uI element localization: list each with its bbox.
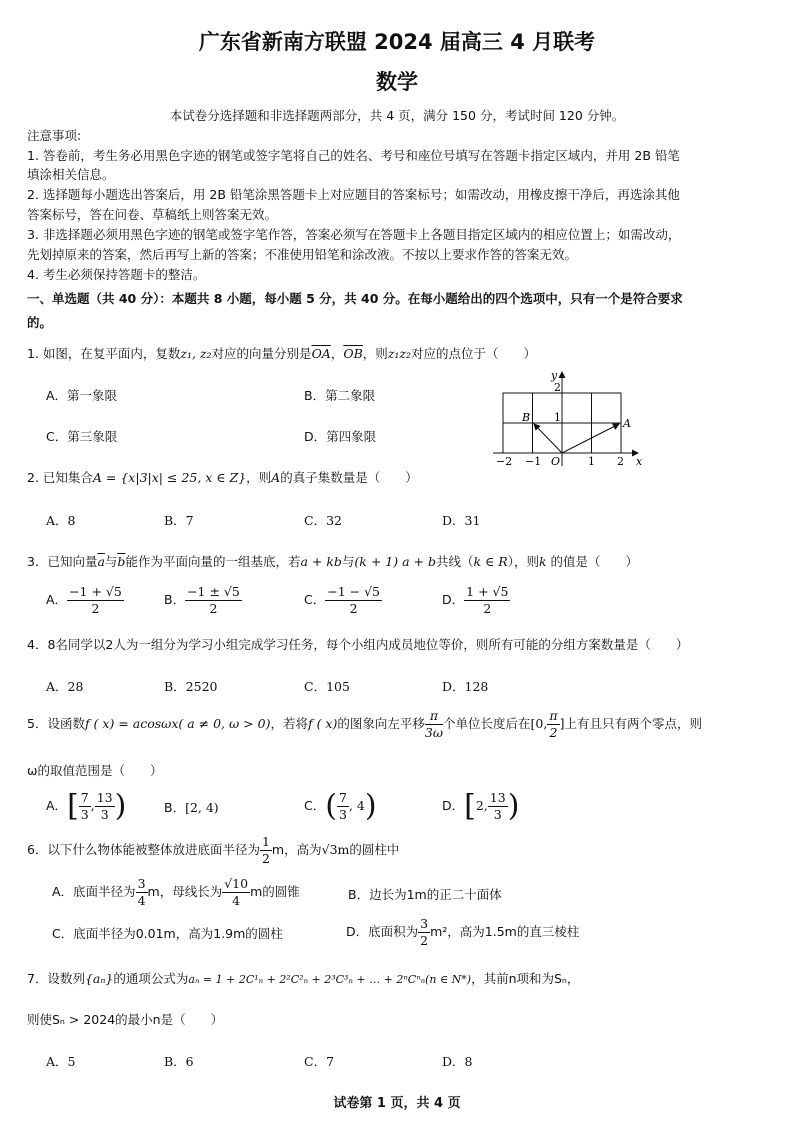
q6-option-a-c: m的圆锥	[250, 884, 300, 899]
q6-r-den: 2	[261, 851, 270, 866]
q1-var-z: z₁, z₂	[180, 346, 212, 361]
q1-stem	[27, 344, 536, 362]
q5-option-b[interactable]	[164, 798, 219, 816]
q6-option-a-d2: 4	[232, 893, 241, 908]
q5-option-c-lbracket: (	[325, 788, 337, 824]
q5-option-a-d1: 3	[80, 807, 89, 822]
subject-title: 数学	[376, 70, 418, 94]
q4-option-b[interactable]: B．2520	[164, 679, 218, 694]
q5-option-a-n1: 7	[80, 790, 89, 805]
q5-option-d-n: 13	[489, 790, 506, 805]
q1-sep: ，	[330, 346, 344, 361]
q3-expr1: a + kb	[300, 554, 342, 569]
q5-option-d-d: 3	[493, 807, 502, 822]
note-2a: 2. 选择题每小题选出答案后，用 2B 铅笔涂黑答题卡上对应题目的答案标号；如需改动，用橡皮擦干净后，再选涂其他	[27, 187, 680, 202]
section1-line2: 的。	[27, 315, 53, 330]
q3-option-d-num: 1 + √5	[466, 584, 509, 599]
q5-option-a-n2: 13	[96, 790, 113, 805]
q2-option-a[interactable]: A．8	[46, 513, 76, 528]
q5-option-a-d2: 3	[100, 807, 109, 822]
page-footer: 试卷第 1 页，共 4 页	[333, 1096, 461, 1111]
q7-option-c[interactable]: C．7	[304, 1054, 335, 1069]
q1-fig-xm1: −1	[525, 455, 542, 468]
section1-line1: 一、单选题（共 40 分）：本题共 8 小题，每小题 5 分，共 40 分。在每小题给出的四个选项中，只有一个是符合要求	[27, 291, 683, 306]
q7-option-d[interactable]: D．8	[442, 1054, 473, 1069]
note-2b: 答案标号，答在问卷、草稿纸上则答案无效。	[27, 207, 278, 222]
q6-option-d-d: 2	[420, 933, 429, 948]
q1-product: z₁z₂	[387, 346, 412, 361]
q6-option-d-b: m²，高为1.5m的直三棱柱	[430, 924, 580, 939]
q5-line2: ω的取值范围是（ ）	[27, 763, 163, 778]
q1-fig-x-label: x	[636, 455, 643, 468]
q2-stem-c: 的真子集数量是（ ）	[280, 470, 418, 485]
q6-stem-a: 6．以下什么物体能被整体放进底面半径为	[27, 842, 260, 857]
q1-fig-point-a: A	[623, 417, 631, 430]
q5-shift-num: π	[425, 708, 443, 725]
q6-option-a[interactable]	[52, 876, 300, 909]
q3-option-a[interactable]	[46, 584, 124, 617]
q5-option-a[interactable]	[46, 790, 126, 823]
q1-option-a[interactable]: A．第一象限	[46, 388, 118, 403]
q7-line2: 则使Sₙ > 2024的最小n是（ ）	[27, 1012, 224, 1027]
q5-option-a-comma: ,	[90, 798, 95, 813]
q3-stem-g: 的值是（ ）	[546, 554, 639, 569]
q2-option-b[interactable]: B．7	[164, 513, 194, 528]
q1-stem-a: 1. 如图，在复平面内，复数	[27, 346, 181, 361]
q7-formula: aₙ = 1 + 2C¹ₙ + 2²C²ₙ + 2³C³ₙ + … + 2ⁿCⁿₙ(n ∈ N*)	[188, 973, 472, 986]
q3-option-d-label: D．	[442, 592, 465, 607]
q5-stem-b: ，若将	[270, 716, 308, 731]
q2-set: A = {x|3|x| ≤ 25, x ∈ Z}	[92, 470, 247, 485]
q6-option-a-b: m，母线长为	[147, 884, 223, 899]
q1-fig-origin: O	[551, 455, 561, 468]
q3-option-c[interactable]	[304, 584, 382, 617]
q3-cond: k ∈ R	[473, 554, 508, 569]
q7-option-b[interactable]: B．6	[164, 1054, 194, 1069]
q4-option-c[interactable]: C．105	[304, 679, 350, 694]
q3-option-b[interactable]	[164, 584, 242, 617]
q4-option-a[interactable]: A．28	[46, 679, 84, 694]
q6-option-c[interactable]: C．底面半径为0.01m，高为1.9m的圆柱	[52, 926, 283, 941]
q6-option-a-a: A．底面半径为	[52, 884, 136, 899]
q6-option-a-d: 4	[137, 893, 146, 908]
q3-stem-c: 能作为平面向量的一组基底，若	[125, 554, 301, 569]
q6-option-d-a: D．底面积为	[346, 924, 419, 939]
q3-vec-b: $\overline{b}$	[117, 554, 126, 569]
q6-option-a-n: 3	[137, 876, 146, 891]
q5-stem-a: 5．设函数	[27, 716, 85, 731]
q5-option-c-rbracket: )	[364, 788, 377, 824]
q2-stem-b: ，则	[246, 470, 272, 485]
q3-stem	[27, 552, 638, 570]
q5-stem-d: 个单位长度后在	[443, 716, 531, 731]
q5-option-a-lbracket: [	[67, 788, 79, 824]
note-1a: 1. 答卷前，考生务必用黑色字迹的钢笔或签字笔将自己的姓名、考号和座位号填写在答题卡指定区域内，并用 2B 铅笔	[27, 148, 680, 163]
q5-stem-c: 的图象向左平移	[337, 716, 425, 731]
q1-option-c[interactable]: C．第三象限	[46, 429, 118, 444]
q5-option-c-d1: 3	[338, 807, 347, 822]
note-3a: 3. 非选择题必须用黑色字迹的钢笔或签字笔作答，答案必须写在答题卡上各题目指定区域内的相应位置上；如需改动，	[27, 227, 681, 242]
q1-vector-ob: $\overline{OB}$	[343, 346, 363, 361]
q5-option-d[interactable]	[442, 790, 519, 823]
q5-option-b-value: [2, 4)	[185, 800, 219, 815]
exam-info: 本试卷分选择题和非选择题两部分，共 4 页，满分 150 分，考试时间 120 分钟。	[169, 108, 625, 123]
q5-shift-den: 3ω	[424, 725, 444, 740]
q3-option-b-den: 2	[209, 601, 218, 616]
q5-option-d-lbracket: [	[464, 788, 476, 824]
q5-interval-a: [0,	[530, 716, 548, 731]
note-4: 4. 考生必须保持答题卡的整洁。	[27, 267, 206, 282]
q1-option-b[interactable]: B．第二象限	[304, 388, 376, 403]
q5-option-d-rbracket: )	[507, 788, 520, 824]
q5-option-c[interactable]	[304, 790, 377, 823]
q3-option-c-den: 2	[349, 601, 358, 616]
q5-stem	[27, 708, 702, 741]
q3-option-d[interactable]	[442, 584, 510, 617]
q6-height: √3m	[321, 842, 350, 857]
q3-stem-b: 与	[104, 554, 118, 569]
q2-var-a: A	[271, 470, 281, 485]
q3-option-b-label: B．	[164, 592, 186, 607]
q2-option-d[interactable]: D．31	[442, 513, 481, 528]
q5-interval-num: π	[549, 708, 558, 723]
exam-title: 广东省新南方联盟 2024 届高三 4 月联考	[198, 30, 596, 54]
q6-r-num: 1	[261, 834, 270, 849]
q1-complex-plane-figure	[488, 366, 648, 470]
q7-stem-c: ，其前n项和为Sₙ，	[471, 971, 580, 986]
q6-stem-b: m，高为	[271, 842, 322, 857]
q3-option-a-num: −1 + √5	[69, 584, 122, 599]
q1-fig-y-label: y	[551, 369, 558, 382]
q7-stem	[27, 969, 579, 987]
q1-stem-c: ，则	[362, 346, 388, 361]
q5-func: f ( x) = acosωx( a ≠ 0, ω > 0)	[84, 716, 271, 731]
q5-interval-den: 2	[549, 725, 558, 740]
q6-stem-c: 的圆柱中	[349, 842, 400, 857]
q1-vector-oa: $\overline{OA}$	[311, 346, 331, 361]
q7-stem-b: 的通项公式为	[113, 971, 189, 986]
q3-option-d-den: 2	[483, 601, 492, 616]
q3-stem-a: 3．已知向量	[27, 554, 98, 569]
q1-vector-ob-line	[534, 424, 562, 453]
q6-option-b[interactable]: B．边长为1m的正二十面体	[348, 887, 502, 902]
q5-option-d-a: 2,	[475, 798, 488, 813]
q6-stem	[27, 834, 399, 867]
q3-option-b-num: −1 ± √5	[187, 584, 240, 599]
q5-fx: f ( x)	[307, 716, 338, 731]
q3-vec-a: $\overline{a}$	[97, 554, 105, 569]
q3-option-c-label: C．	[304, 592, 326, 607]
q5-stem-e: ]上有且只有两个零点，则	[559, 716, 702, 731]
q2-stem	[27, 468, 418, 486]
q3-stem-d: 与	[341, 554, 355, 569]
q6-option-a-n2: √10	[224, 876, 249, 891]
q5-option-c-label: C．	[304, 798, 326, 813]
q5-option-a-rbracket: )	[114, 788, 127, 824]
q1-option-d[interactable]: D．第四象限	[304, 429, 377, 444]
q1-vector-oa-line	[562, 424, 619, 453]
q3-stem-f: ），则	[507, 554, 539, 569]
q5-option-b-label: B．	[164, 800, 186, 815]
q1-stem-d: 对应的点位于（ ）	[411, 346, 537, 361]
q7-stem-a: 7．设数列	[27, 971, 85, 986]
q3-option-a-label: A．	[46, 592, 68, 607]
q1-fig-x1: 1	[588, 455, 595, 468]
q3-var-k: k	[538, 554, 547, 569]
q1-fig-point-b: B	[522, 411, 531, 424]
q1-fig-x2: 2	[617, 455, 624, 468]
q2-stem-a: 2. 已知集合	[27, 470, 93, 485]
q5-option-d-label: D．	[442, 798, 465, 813]
q6-option-d[interactable]	[346, 916, 579, 949]
note-3b: 先划掉原来的答案，然后再写上新的答案；不准使用铅笔和涂改液。不按以上要求作答的答案无效。	[27, 247, 578, 262]
q7-seq: {aₙ}	[84, 971, 114, 986]
q1-fig-y2: 2	[554, 381, 561, 394]
q5-option-c-n1: 7	[338, 790, 347, 805]
q3-option-a-den: 2	[91, 601, 100, 616]
q4-stem: 4．8名同学以2人为一组分为学习小组完成学习任务，每个小组内成员地位等价，则所有可能的分组方案数量是（ ）	[27, 637, 689, 652]
q6-option-d-n: 3	[420, 916, 429, 931]
q1-stem-b: 对应的向量分别是	[211, 346, 312, 361]
q3-stem-e: 共线（	[435, 554, 474, 569]
q7-option-a[interactable]: A．5	[46, 1054, 76, 1069]
q3-expr2: (k + 1) a + b	[354, 554, 436, 569]
q1-fig-xm2: −2	[496, 455, 513, 468]
q3-option-c-num: −1 − √5	[327, 584, 380, 599]
q2-option-c[interactable]: C．32	[304, 513, 342, 528]
q4-option-d[interactable]: D．128	[442, 679, 489, 694]
q5-option-c-rest: , 4	[348, 798, 365, 813]
notes-heading: 注意事项:	[27, 128, 82, 143]
q5-option-a-label: A．	[46, 798, 68, 813]
q1-fig-y1: 1	[554, 411, 561, 424]
note-1b: 填涂相关信息。	[27, 167, 115, 182]
